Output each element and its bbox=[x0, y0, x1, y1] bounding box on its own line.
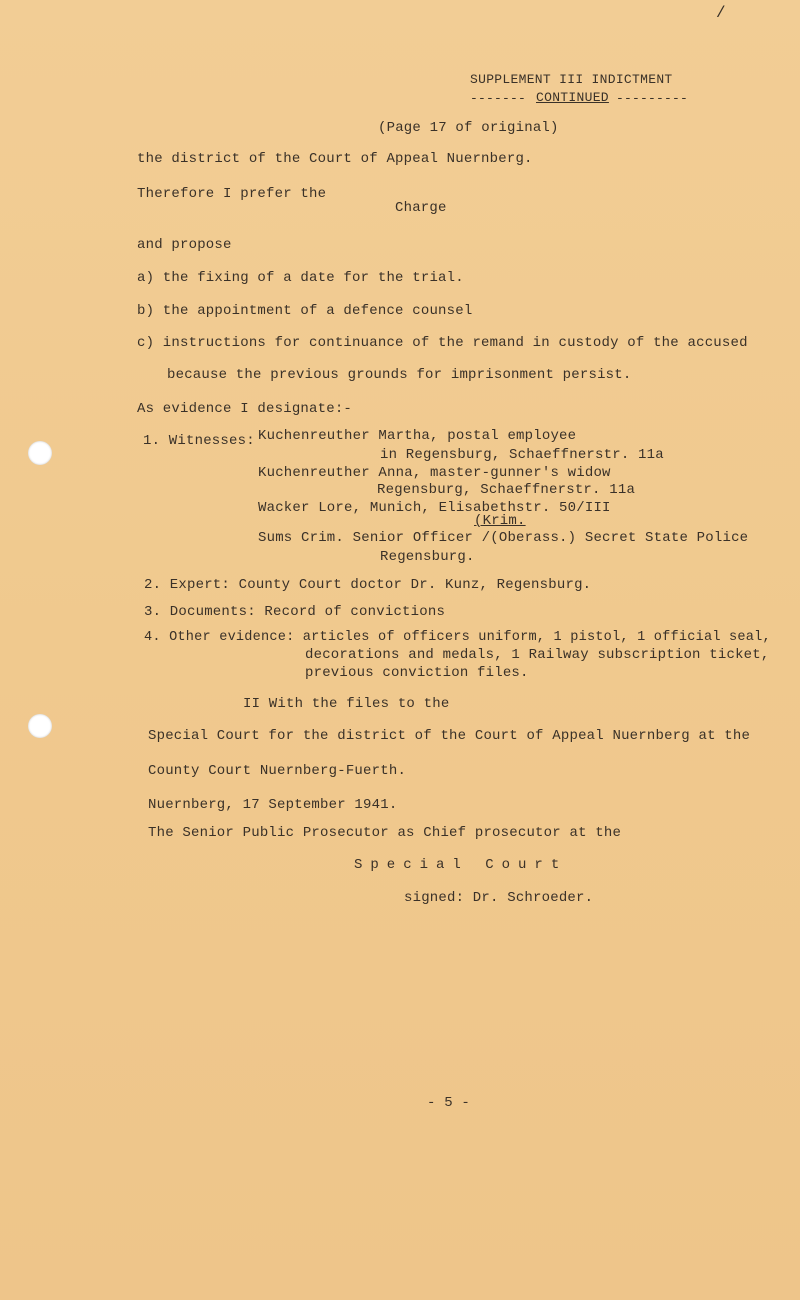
witness-1-line-2: in Regensburg, Schaeffnerstr. 11a bbox=[380, 447, 664, 463]
files-line: II With the files to the bbox=[243, 696, 450, 712]
header-rule-left: ------- bbox=[470, 91, 527, 106]
prosecutor-line: The Senior Public Prosecutor as Chief prosecutor at the bbox=[148, 825, 622, 841]
other-evidence-line-3: previous conviction files. bbox=[305, 665, 529, 681]
item-b: b) the appointment of a defence counsel bbox=[137, 303, 473, 319]
krim-annotation: (Krim. bbox=[474, 513, 526, 529]
witness-3: Wacker Lore, Munich, Elisabethstr. 50/III bbox=[258, 500, 611, 516]
page-number: - 5 - bbox=[427, 1095, 471, 1111]
header-rule-right: --------- bbox=[616, 91, 689, 106]
date-line: Nuernberg, 17 September 1941. bbox=[148, 797, 398, 813]
witness-2-line-2: Regensburg, Schaeffnerstr. 11a bbox=[377, 482, 636, 498]
body-line-2: Therefore I prefer the bbox=[137, 186, 327, 202]
item-c-line-2: because the previous grounds for imprisonment persist. bbox=[167, 367, 632, 383]
witness-4-line-1: Sums Crim. Senior Officer /(Oberass.) Secret State Police bbox=[258, 530, 749, 546]
witnesses-label: 1. Witnesses: bbox=[143, 433, 255, 449]
header-subtitle: CONTINUED bbox=[536, 90, 609, 105]
body-line-1: the district of the Court of Appeal Nuernberg. bbox=[137, 151, 533, 167]
expert-line: 2. Expert: County Court doctor Dr. Kunz, Regensburg. bbox=[144, 577, 592, 593]
special-court-line-2: County Court Nuernberg-Fuerth. bbox=[148, 763, 407, 779]
witness-4-line-2: Regensburg. bbox=[380, 549, 475, 565]
special-court-line-1: Special Court for the district of the Court of Appeal Nuernberg at the bbox=[148, 728, 751, 744]
item-a: a) the fixing of a date for the trial. bbox=[137, 270, 464, 286]
charge-heading: Charge bbox=[395, 200, 447, 216]
witness-1-line-1: Kuchenreuther Martha, postal employee bbox=[258, 428, 577, 444]
punch-hole-top bbox=[28, 441, 52, 465]
pencil-mark-icon: / bbox=[716, 4, 726, 22]
header-title: SUPPLEMENT III INDICTMENT bbox=[470, 72, 673, 87]
other-evidence-line-2: decorations and medals, 1 Railway subscription ticket, bbox=[305, 647, 770, 663]
evidence-heading: As evidence I designate:- bbox=[137, 401, 353, 417]
other-evidence-line-1: 4. Other evidence: articles of officers uniform, 1 pistol, 1 official seal, bbox=[144, 630, 771, 645]
punch-hole-bottom bbox=[28, 714, 52, 738]
witness-2-line-1: Kuchenreuther Anna, master-gunner's widow bbox=[258, 465, 611, 481]
documents-line: 3. Documents: Record of convictions bbox=[144, 604, 446, 620]
signature-line: signed: Dr. Schroeder. bbox=[404, 890, 594, 906]
body-line-3: and propose bbox=[137, 237, 232, 253]
item-c-line-1: c) instructions for continuance of the remand in custody of the accused bbox=[137, 335, 748, 351]
page-reference: (Page 17 of original) bbox=[378, 120, 559, 136]
special-court-title: Special Court bbox=[354, 857, 568, 873]
